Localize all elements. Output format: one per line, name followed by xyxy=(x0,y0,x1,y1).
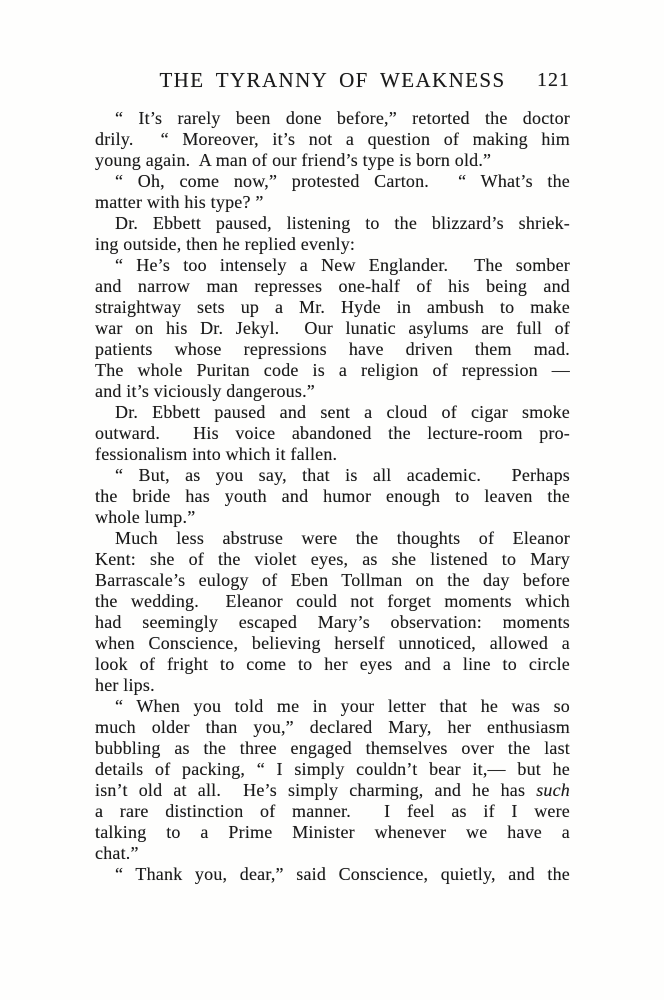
text-segment: Kent: she of the violet eyes, as she listened to Mary xyxy=(95,549,570,569)
text-segment: Dr. Ebbett paused and sent a cloud of cigar smoke xyxy=(115,402,570,422)
text-segment: young again. A man of our friend’s type is born old.” xyxy=(95,150,492,170)
text-line xyxy=(95,570,570,591)
text-segment: patients whose repressions have driven them mad. xyxy=(95,339,570,359)
text-line xyxy=(95,297,570,318)
text-segment: drily. “ Moreover, it’s not a question of making him xyxy=(95,129,570,149)
text-segment: and narrow man represses one-half of his being and xyxy=(95,276,570,296)
text-line xyxy=(95,339,570,360)
text-segment: “ It’s rarely been done before,” retorted the doctor xyxy=(115,108,570,128)
text-segment: details of packing, “ I simply couldn’t bear it,— but he xyxy=(95,759,570,779)
text-segment: ing outside, then he replied evenly: xyxy=(95,234,356,254)
text-line xyxy=(95,255,570,276)
text-segment: the bride has youth and humor enough to leaven the xyxy=(95,486,570,506)
text-line xyxy=(95,234,570,255)
text-line xyxy=(95,423,570,444)
text-line xyxy=(95,360,570,381)
text-line xyxy=(95,675,570,696)
text-segment: bubbling as the three engaged themselves over the last xyxy=(95,738,570,758)
text-line xyxy=(95,507,570,528)
running-header xyxy=(95,68,570,92)
text-segment: “ But, as you say, that is all academic. Perhaps xyxy=(115,465,570,485)
chapter-title: THE TYRANNY OF WEAKNESS xyxy=(159,68,506,92)
text-line xyxy=(95,486,570,507)
text-line xyxy=(95,213,570,234)
text-line xyxy=(95,318,570,339)
text-line xyxy=(95,633,570,654)
text-column xyxy=(95,68,570,885)
text-line xyxy=(95,801,570,822)
text-segment: “ When you told me in your letter that he was so xyxy=(115,696,570,716)
text-segment: straightway sets up a Mr. Hyde in ambush to make xyxy=(95,297,570,317)
text-line xyxy=(95,717,570,738)
text-segment: talking to a Prime Minister whenever we have a xyxy=(95,822,570,842)
text-line xyxy=(95,780,570,801)
text-segment: Dr. Ebbett paused, listening to the blizzard’s shriek- xyxy=(115,213,570,233)
text-line xyxy=(95,129,570,150)
text-line xyxy=(95,171,570,192)
text-segment: had seemingly escaped Mary’s observation: moments xyxy=(95,612,570,632)
text-segment: her lips. xyxy=(95,675,155,695)
text-line xyxy=(95,738,570,759)
text-segment: fessionalism into which it fallen. xyxy=(95,444,338,464)
text-line xyxy=(95,150,570,171)
text-segment: Barrascale’s eulogy of Eben Tollman on the day before xyxy=(95,570,570,590)
text-segment: and it’s viciously dangerous.” xyxy=(95,381,315,401)
text-line xyxy=(95,192,570,213)
text-line xyxy=(95,381,570,402)
page-number: 121 xyxy=(537,69,570,91)
text-line xyxy=(95,444,570,465)
text-segment: much older than you,” declared Mary, her enthusiasm xyxy=(95,717,570,737)
text-segment: “ Oh, come now,” protested Carton. “ What’s the xyxy=(115,171,570,191)
text-line xyxy=(95,843,570,864)
text-line xyxy=(95,276,570,297)
text-line xyxy=(95,759,570,780)
text-segment: isn’t old at all. He’s simply charming, and he has xyxy=(95,780,537,800)
text-line xyxy=(95,864,570,885)
text-segment: the wedding. Eleanor could not forget moments which xyxy=(95,591,570,611)
text-line xyxy=(95,591,570,612)
text-segment: matter with his type? ” xyxy=(95,192,264,212)
text-segment: outward. His voice abandoned the lecture-room pro- xyxy=(95,423,570,443)
text-line xyxy=(95,549,570,570)
text-segment: look of fright to come to her eyes and a line to circle xyxy=(95,654,570,674)
text-line xyxy=(95,402,570,423)
text-line xyxy=(95,465,570,486)
text-line xyxy=(95,108,570,129)
text-segment: a rare distinction of manner. I feel as if I were xyxy=(95,801,570,821)
italic-text: such xyxy=(536,780,570,800)
text-line xyxy=(95,696,570,717)
text-line xyxy=(95,612,570,633)
text-segment: when Conscience, believing herself unnoticed, allowed a xyxy=(95,633,570,653)
page-text xyxy=(95,108,570,885)
text-segment: chat.” xyxy=(95,843,139,863)
text-line xyxy=(95,528,570,549)
text-line xyxy=(95,654,570,675)
text-segment: war on his Dr. Jekyl. Our lunatic asylums are full of xyxy=(95,318,570,338)
text-segment: whole lump.” xyxy=(95,507,196,527)
text-segment: The whole Puritan code is a religion of repression — xyxy=(95,360,570,380)
text-segment: “ He’s too intensely a New Englander. The somber xyxy=(115,255,570,275)
text-line xyxy=(95,822,570,843)
text-segment: “ Thank you, dear,” said Conscience, quietly, and the xyxy=(115,864,570,884)
text-segment: Much less abstruse were the thoughts of Eleanor xyxy=(115,528,570,548)
